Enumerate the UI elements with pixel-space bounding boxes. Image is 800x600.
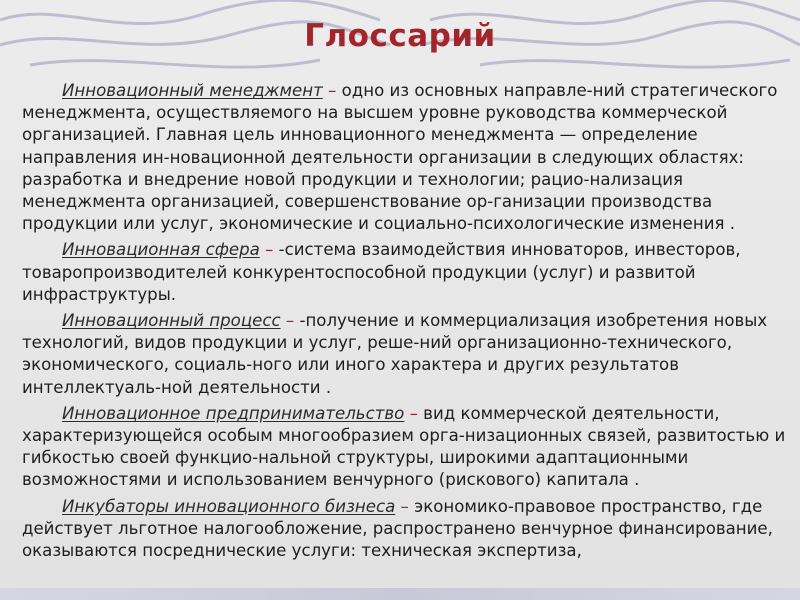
glossary-term: Инновационное предпринимательство [62,403,405,423]
glossary-body [22,80,792,566]
term-dash: – [280,311,300,331]
term-dash: – [404,403,424,423]
glossary-term: Инновационный менеджмент [62,81,323,100]
glossary-entry [22,239,792,306]
glossary-entry [22,80,792,235]
glossary-definition: экономико-правовое пространство, где действует льготное налогообложение, распространено венчурное финансирование, оказываются посреднические услуги: техническая экспертиза, [22,496,773,561]
term-dash: – [259,240,279,260]
glossary-entry [22,310,792,399]
glossary-term: Инновационный процесс [62,311,281,331]
glossary-definition: -система взаимодействия инноваторов, инвесторов, товаропроизводителей конкурентоспособной продукции (услуг) и развитой инфраструктуры. [22,240,741,304]
slide-title: Глоссарий [304,18,496,54]
glossary-definition: вид коммерческой деятельности, характеризующейся особым многообразием орга-низационных связей, развитостью и гибкостью своей функцио-нальной структуры, широкими адаптационными возможностями и использованием венчурного (рискового) капитала . [22,403,786,490]
bottom-decoration [0,588,800,600]
glossary-definition: одно из основных направле-ний стратегического менеджмента, осуществляемого на высшем уровне руководства коммерческой организацией. Главная цель инновационного менеджмента — определение направления ин-новационной деятельности организации в следующих областях: разработка и внедрение новой продукции и технологии; рацио-нализация менеджмента организацией, совершенствование ор-ганизации производства продукции или услуг, экономические и социально-психологические изменения . [22,81,778,234]
glossary-term: Инкубаторы инновационного бизнеса [62,496,396,516]
term-dash: – [322,81,342,100]
glossary-entry [22,496,792,563]
glossary-definition: -получение и коммерциализация изобретения новых технологий, видов продукции и услуг, реше-ний организационно-технического, экономического, социаль-ного или иного характера и других результатов интеллектуаль-ной деятельности . [22,311,768,397]
glossary-term: Инновационная сфера [62,240,260,260]
term-dash: – [395,496,415,516]
glossary-entry [22,403,792,492]
